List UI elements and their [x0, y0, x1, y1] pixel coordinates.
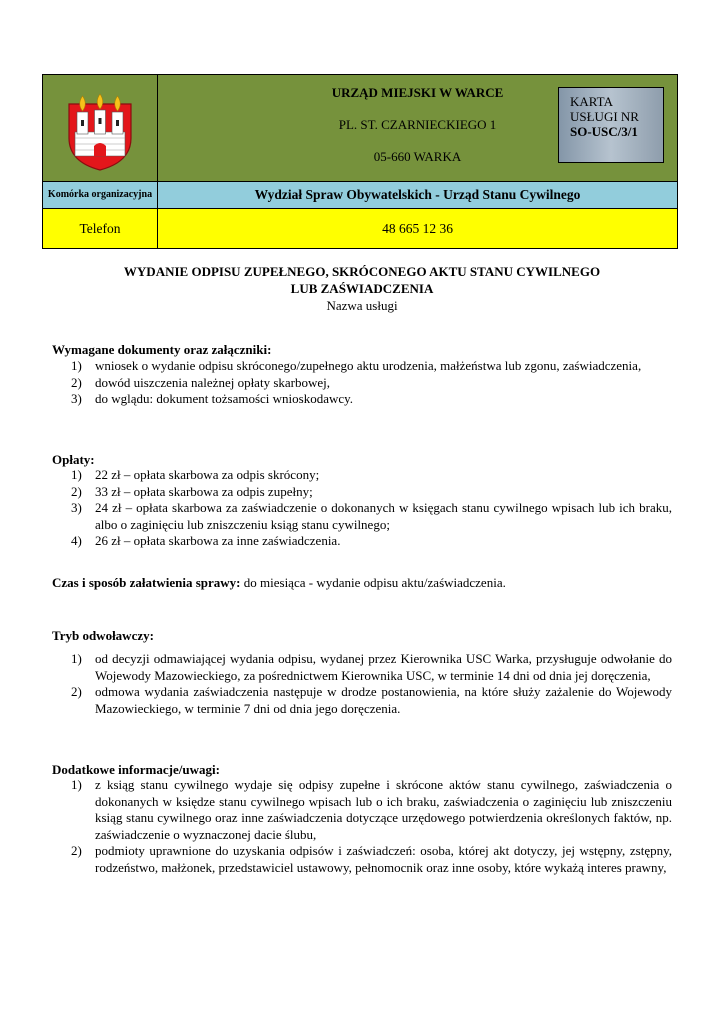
list-item: 3) do wglądu: dokument tożsamości wnioskodawcy.	[71, 391, 354, 407]
time-heading: Czas i sposób załatwienia sprawy:	[52, 575, 241, 590]
office-city: 05-660 WARKA	[373, 149, 462, 164]
phone-value: 48 665 12 36	[158, 209, 678, 249]
list-item: 1) wniosek o wydanie odpisu skróconego/zupełnego aktu urodzenia, małżeństwa lub zgonu, zaświadczenia,	[71, 358, 642, 373]
warka-coat-of-arms-icon	[65, 80, 135, 172]
appeal-list	[52, 651, 672, 717]
list-item: 2) 33 zł – opłata skarbowa za odpis zupełny;	[71, 483, 313, 499]
time-text: do miesiąca - wydanie odpisu aktu/zaświadczenia.	[240, 575, 506, 590]
unit-label: Komórka organizacyjna	[43, 182, 158, 209]
fees-heading: Opłaty:	[52, 452, 95, 467]
time-section	[52, 575, 506, 591]
list-item: 2) podmioty uprawnione do uzyskania odpisów i zaświadczeń: osoba, której akt dotyczy, jej wstępny, zstępny, rodzeństwo, małżonek, przedstawiciel ustawowy, pełnomocnik oraz inne osoby, które wykażą interes prawny,	[71, 843, 672, 875]
list-item: 1) z ksiąg stanu cywilnego wydaje się odpisy zupełne i skrócone aktów stanu cywilnego, zaświadczenia o dokonanych w księdze stanu cywilnego wpisach lub o ich braku, zaświadczenia o zaginięciu lub zniszczeniu ksiąg stanu cywilnego oraz inne zaświadczenia dotyczące urzędowego potwierdzenia określonych faktów, np. zaświadczenie o wyznaczonej dacie ślubu,	[71, 777, 672, 842]
fees-list	[52, 467, 672, 550]
card-line2: USŁUGI NR	[570, 109, 639, 124]
crest-cell	[43, 75, 158, 182]
card-number: SO-USC/3/1	[570, 124, 638, 139]
service-subtitle: Nazwa usługi	[326, 298, 398, 313]
list-item: 1) 22 zł – opłata skarbowa za odpis skrócony;	[71, 467, 320, 482]
list-item: 2) dowód uiszczenia należnej opłaty skarbowej,	[71, 374, 330, 390]
list-item: 1) od decyzji odmawiającej wydania odpisu, wydanej przez Kierownika USC Warka, przysługuje odwołanie do Wojewody Mazowieckiego, za pośrednictwem Kierownika USC, w terminie 14 dni od dnia jej doręczenia,	[71, 651, 672, 683]
card-line1: KARTA	[570, 94, 613, 109]
office-name: URZĄD MIEJSKI W WARCE	[331, 85, 504, 100]
extra-list	[52, 777, 672, 877]
service-card-box	[558, 87, 664, 163]
appeal-heading: Tryb odwoławczy:	[52, 628, 154, 643]
extra-heading: Dodatkowe informacje/uwagi:	[52, 762, 220, 777]
service-title-line1: WYDANIE ODPISU ZUPEŁNEGO, SKRÓCONEGO AKTU STANU CYWILNEGO	[123, 264, 601, 279]
unit-value: Wydział Spraw Obywatelskich - Urząd Stanu Cywilnego	[158, 182, 678, 209]
list-item: 2) odmowa wydania zaświadczenia następuje w drodze postanowienia, na które służy zażalenie do Wojewody Mazowieckiego, w terminie 7 dni od dnia jego doręczenia.	[71, 684, 672, 716]
service-title-line2: LUB ZAŚWIADCZENIA	[290, 281, 434, 296]
phone-label: Telefon	[43, 209, 158, 249]
list-item: 4) 26 zł – opłata skarbowa za inne zaświadczenia.	[71, 533, 341, 549]
documents-list	[52, 358, 672, 408]
list-item: 3) 24 zł – opłata skarbowa za zaświadczenie o dokonanych w księgach stanu cywilnego wpisach lub ich braku, albo o zaginięciu lub zniszczeniu ksiąg stanu cywilnego;	[71, 500, 672, 532]
documents-heading: Wymagane dokumenty oraz załączniki:	[52, 342, 272, 357]
office-street: PL. ST. CZARNIECKIEGO 1	[338, 117, 497, 132]
